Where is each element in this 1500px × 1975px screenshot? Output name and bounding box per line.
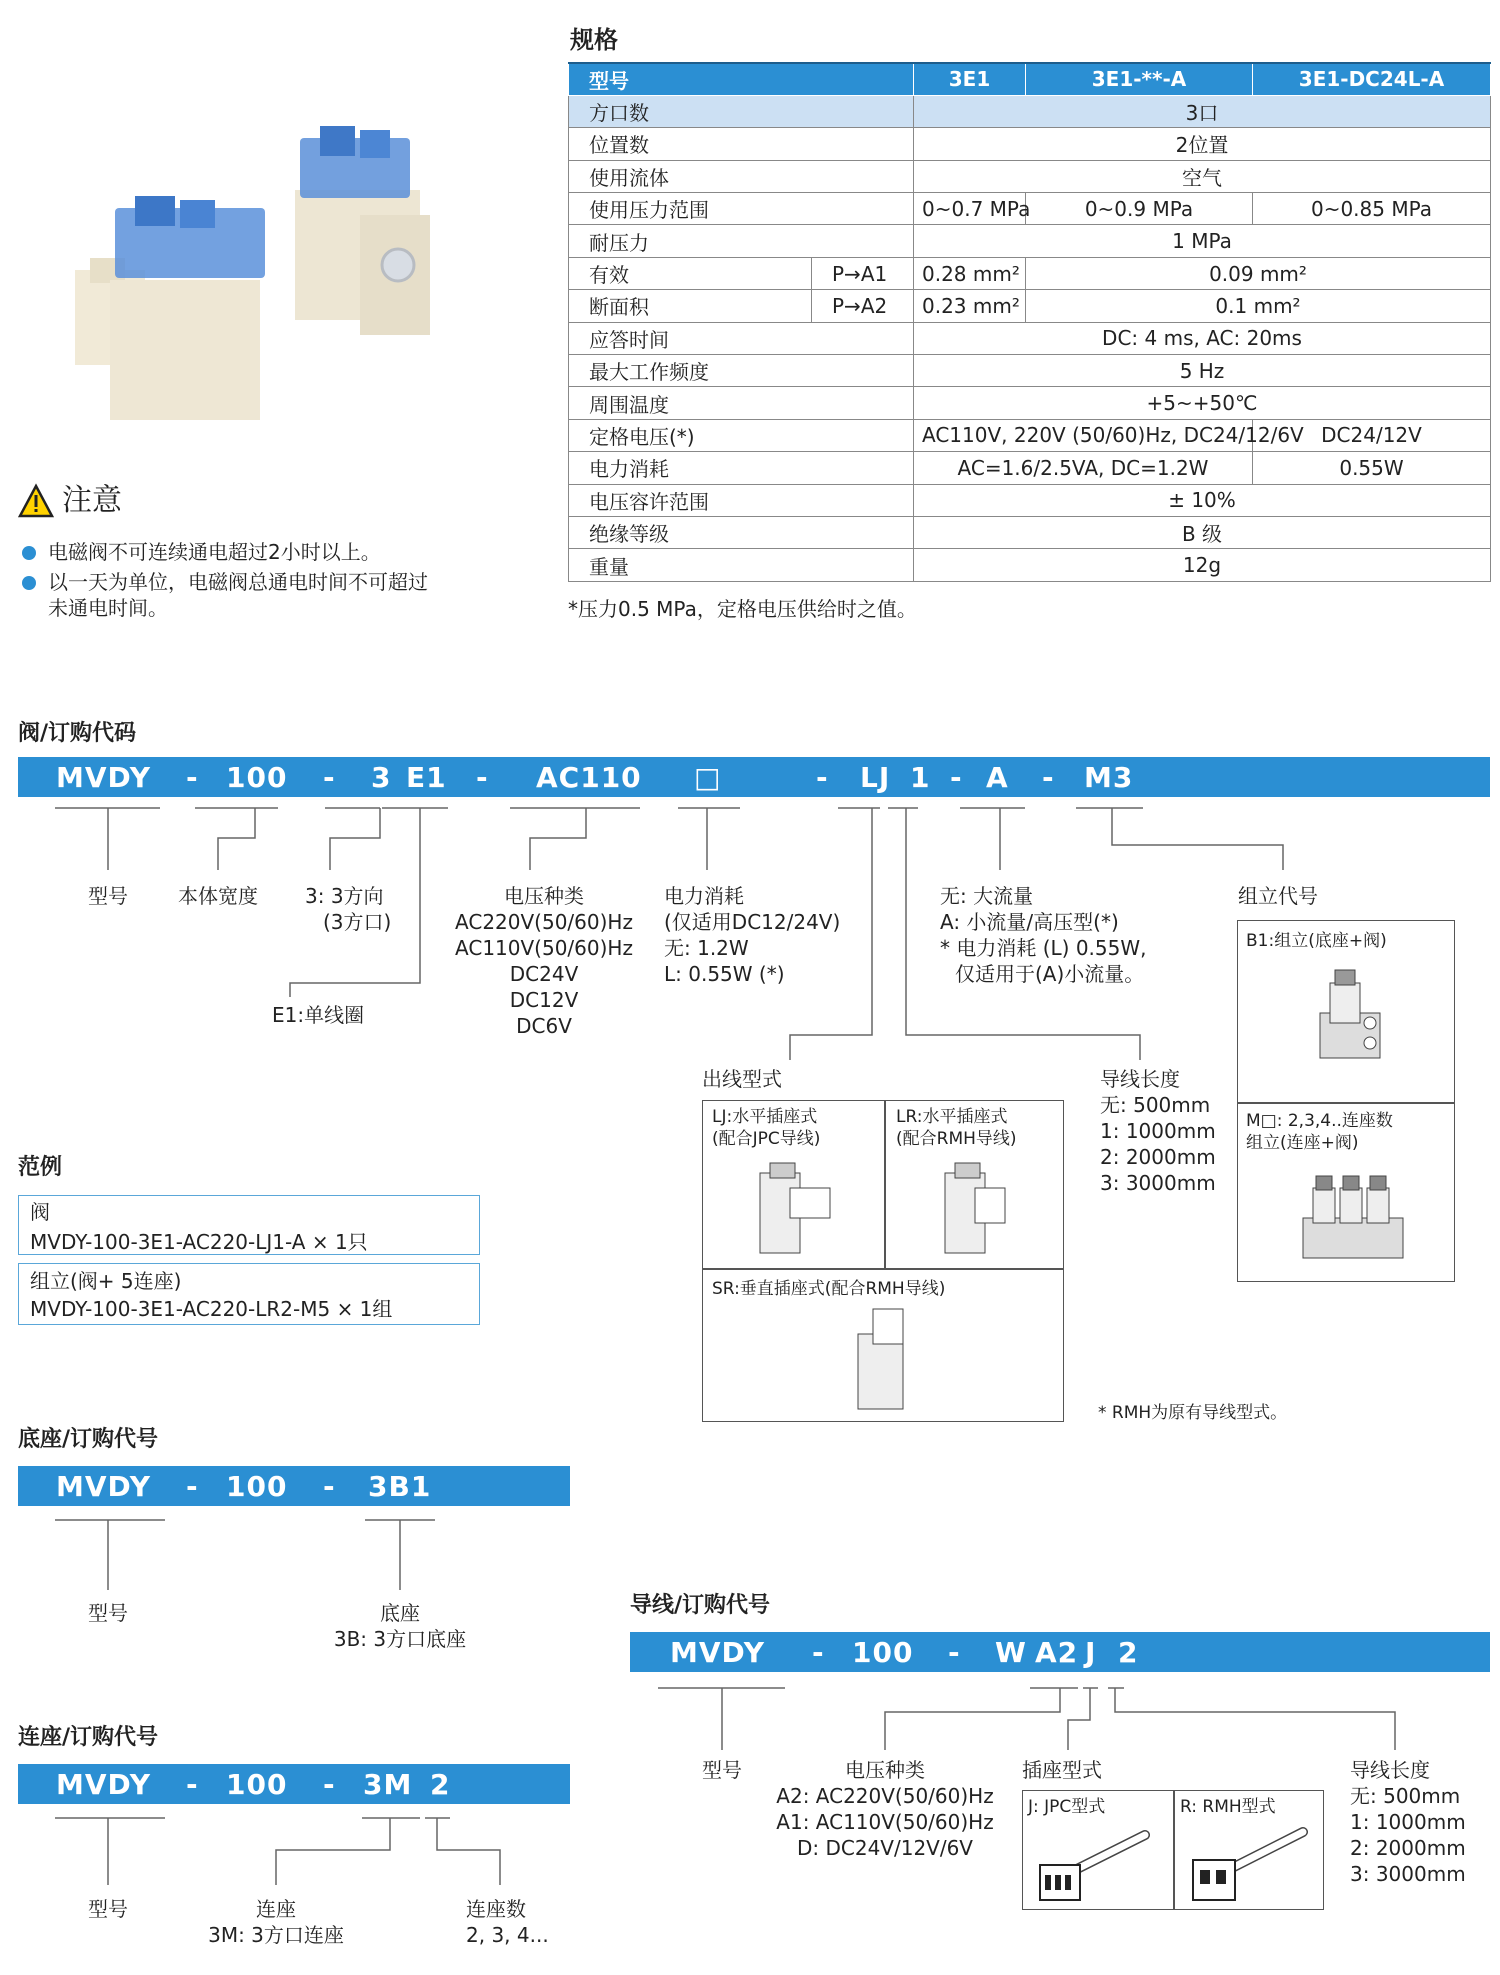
wire-lead-0: 导线长度 (1350, 1758, 1430, 1782)
table-cell: 5 Hz (914, 355, 1491, 387)
wire-lead-3: 2: 2000mm (1350, 1836, 1466, 1860)
caution-title: 注意 (62, 483, 122, 518)
wire-title: 导线/订购代号 (630, 1593, 771, 1618)
wire-sock: 插座型式 (1022, 1758, 1102, 1782)
table-cell: 应答时间 (569, 322, 914, 354)
table-cell: 耐压力 (569, 225, 914, 257)
table-cell: 最大工作频度 (569, 355, 914, 387)
label-assy: 组立代号 (1238, 884, 1318, 908)
label-power-1: (仅适用DC12/24V) (664, 910, 841, 934)
socket-r: R: RMH型式 (1180, 1797, 1276, 1817)
valve-product-photo (70, 120, 470, 410)
example-2-line-2: MVDY-100-3E1-AC220-LR2-M5 × 1组 (30, 1297, 393, 1321)
wire-lead-1: 无: 500mm (1350, 1784, 1461, 1808)
label-flow-3: 仅适用于(A)小流量。 (955, 962, 1145, 986)
table-row (569, 452, 1491, 484)
assembly-manifold-illustration (1298, 1168, 1408, 1268)
table-cell: 方口数 (569, 95, 914, 127)
spec-table (568, 62, 1491, 582)
wire-volt-3: D: DC24V/12V/6V (796, 1836, 973, 1860)
label-power-0: 电力消耗 (664, 884, 744, 908)
wire-model: 型号 (702, 1758, 742, 1782)
base-leader-lines (0, 1515, 600, 1595)
label-lead-4: 3: 3000mm (1100, 1171, 1216, 1195)
wire-volt-1: A2: AC220V(50/60)Hz (776, 1784, 994, 1808)
table-cell: ± 10% (914, 484, 1491, 516)
table-row (569, 290, 1491, 322)
outlet-sr-illustration (848, 1304, 928, 1414)
base-label-2: 3B: 3方口底座 (333, 1627, 467, 1651)
table-cell: 绝缘等级 (569, 516, 914, 548)
label-volt-5: DC6V (516, 1014, 572, 1038)
wire-lead-4: 3: 3000mm (1350, 1862, 1466, 1886)
table-cell: DC: 4 ms, AC: 20ms (914, 322, 1491, 354)
table-row (569, 419, 1491, 451)
caution-item-1: 电磁阀不可连续通电超过2小时以上。 (48, 540, 381, 564)
label-power-2: 无: 1.2W (664, 936, 749, 960)
outlet-lr-2: (配合RMH导线) (896, 1129, 1017, 1149)
label-power-3: L: 0.55W (*) (664, 962, 785, 986)
table-cell: 2位置 (914, 128, 1491, 160)
base-code-bar: MVDY - 100 - 3B1 (18, 1466, 570, 1506)
label-lead-0: 导线长度 (1100, 1067, 1180, 1091)
label-dir-2: (3方口) (323, 910, 392, 934)
table-cell: 0~0.85 MPa (1253, 193, 1491, 225)
spec-title: 规格 (570, 26, 618, 54)
label-dir-1: 3: 3方向 (305, 884, 384, 908)
table-cell: 有效 (569, 257, 812, 289)
table-cell: 0.23 mm² (914, 290, 1026, 322)
example-1-line-1: 阀 (30, 1200, 50, 1224)
table-cell: AC=1.6/2.5VA, DC=1.2W (914, 452, 1253, 484)
table-cell: 电压容许范围 (569, 484, 914, 516)
table-cell: 0.1 mm² (1026, 290, 1491, 322)
base-title: 底座/订购代号 (18, 1427, 159, 1452)
outlet-lr-1: LR:水平插座式 (896, 1107, 1008, 1127)
label-volt-4: DC12V (509, 988, 579, 1012)
rmh-note: * RMH为原有导线型式。 (1098, 1403, 1288, 1423)
table-cell: 位置数 (569, 128, 914, 160)
table-cell: 0.09 mm² (1026, 257, 1491, 289)
table-cell: 电力消耗 (569, 452, 914, 484)
label-lead-1: 无: 500mm (1100, 1093, 1211, 1117)
table-cell: 使用流体 (569, 160, 914, 192)
table-cell: 周围温度 (569, 387, 914, 419)
label-flow-1: A: 小流量/高压型(*) (940, 910, 1119, 934)
outlet-lr-illustration (935, 1158, 1025, 1258)
wire-lead-2: 1: 1000mm (1350, 1810, 1466, 1834)
outlet-sr: SR:垂直插座式(配合RMH导线) (712, 1279, 946, 1299)
wire-volt-2: A1: AC110V(50/60)Hz (776, 1810, 994, 1834)
label-flow-2: * 电力消耗 (L) 0.55W, (940, 936, 1147, 960)
table-row (569, 355, 1491, 387)
label-volt-2: AC110V(50/60)Hz (455, 936, 633, 960)
base-label-1: 底座 (380, 1601, 420, 1625)
jpc-connector-illustration (1035, 1820, 1165, 1905)
table-header: 型号 3E1 3E1-**-A 3E1-DC24L-A (569, 63, 1491, 95)
table-row (569, 193, 1491, 225)
table-cell: DC24/12V (1253, 419, 1491, 451)
example-title: 范例 (18, 1155, 63, 1180)
label-outlet: 出线型式 (702, 1067, 782, 1091)
table-cell: 定格电压(*) (569, 419, 914, 451)
spec-footnote: *压力0.5 MPa，定格电压供给时之值。 (568, 597, 917, 621)
table-cell: 0~0.9 MPa (1026, 193, 1253, 225)
table-cell: P→A2 (812, 290, 914, 322)
base-model: 型号 (88, 1601, 128, 1625)
table-cell: 0~0.7 MPa (914, 193, 1026, 225)
manifold-count-1: 连座数 (466, 1897, 526, 1921)
table-cell: 重量 (569, 549, 914, 581)
table-row (569, 257, 1491, 289)
manifold-model: 型号 (88, 1897, 128, 1921)
label-volt-1: AC220V(50/60)Hz (455, 910, 633, 934)
example-2-line-1: 组立(阀+ 5连座) (30, 1269, 182, 1293)
table-cell: 使用压力范围 (569, 193, 914, 225)
label-lead-2: 1: 1000mm (1100, 1119, 1216, 1143)
bullet-icon (22, 546, 36, 560)
table-cell: 12g (914, 549, 1491, 581)
table-row (569, 549, 1491, 581)
table-row (569, 387, 1491, 419)
table-cell: P→A1 (812, 257, 914, 289)
label-model: 型号 (88, 884, 128, 908)
wire-code-bar: MVDY - 100 - W A2 J 2 (630, 1632, 1490, 1672)
table-cell: 0.28 mm² (914, 257, 1026, 289)
outlet-lj-1: LJ:水平插座式 (712, 1107, 818, 1127)
label-volt-3: DC24V (509, 962, 579, 986)
table-cell: B 级 (914, 516, 1491, 548)
table-cell: 1 MPa (914, 225, 1491, 257)
table-cell: 0.55W (1253, 452, 1491, 484)
wire-volt-0: 电压种类 (845, 1758, 925, 1782)
label-volt-0: 电压种类 (504, 884, 584, 908)
bullet-icon (22, 576, 36, 590)
table-cell: AC110V, 220V (50/60)Hz, DC24/12/6V (914, 419, 1253, 451)
caution-item-3: 未通电时间。 (48, 596, 168, 620)
label-flow-0: 无: 大流量 (940, 884, 1034, 908)
caution-item-2: 以一天为单位，电磁阀总通电时间不可超过 (48, 570, 428, 594)
example-1-line-2: MVDY-100-3E1-AC220-LJ1-A × 1只 (30, 1230, 368, 1254)
table-row (569, 322, 1491, 354)
manifold-count-2: 2, 3, 4... (466, 1923, 549, 1947)
outlet-lj-2: (配合JPC导线) (712, 1129, 821, 1149)
assy-m-2: 组立(连座+阀) (1246, 1133, 1359, 1153)
rmh-connector-illustration (1188, 1820, 1318, 1905)
table-row (569, 225, 1491, 257)
warning-icon (18, 484, 54, 518)
manifold-label-1: 连座 (256, 1897, 296, 1921)
table-cell: 断面积 (569, 290, 812, 322)
manifold-title: 连座/订购代号 (18, 1725, 159, 1750)
table-row (569, 95, 1491, 127)
label-coil: E1:单线圈 (272, 1003, 365, 1027)
table-row (569, 516, 1491, 548)
label-width: 本体宽度 (178, 884, 258, 908)
valve-title: 阀/订购代码 (18, 721, 137, 746)
table-cell: +5~+50℃ (914, 387, 1491, 419)
table-row (569, 128, 1491, 160)
manifold-code-bar: MVDY - 100 - 3M 2 (18, 1764, 570, 1804)
valve-code-bar: MVDY - 100 - 3 E1 - AC110 □ - LJ 1 - A - M3 (18, 757, 1490, 797)
table-row (569, 160, 1491, 192)
assy-b1: B1:组立(底座+阀) (1246, 931, 1387, 951)
outlet-lj-illustration (750, 1158, 840, 1258)
socket-j: J: JPC型式 (1028, 1797, 1106, 1817)
manifold-label-2: 3M: 3方口连座 (208, 1923, 344, 1947)
label-lead-3: 2: 2000mm (1100, 1145, 1216, 1169)
table-row (569, 484, 1491, 516)
table-cell: 3口 (914, 95, 1491, 127)
table-cell: 空气 (914, 160, 1491, 192)
assy-m-1: M□: 2,3,4..连座数 (1246, 1111, 1393, 1131)
manifold-leader-lines (0, 1812, 600, 1892)
assembly-b1-illustration (1310, 968, 1390, 1068)
